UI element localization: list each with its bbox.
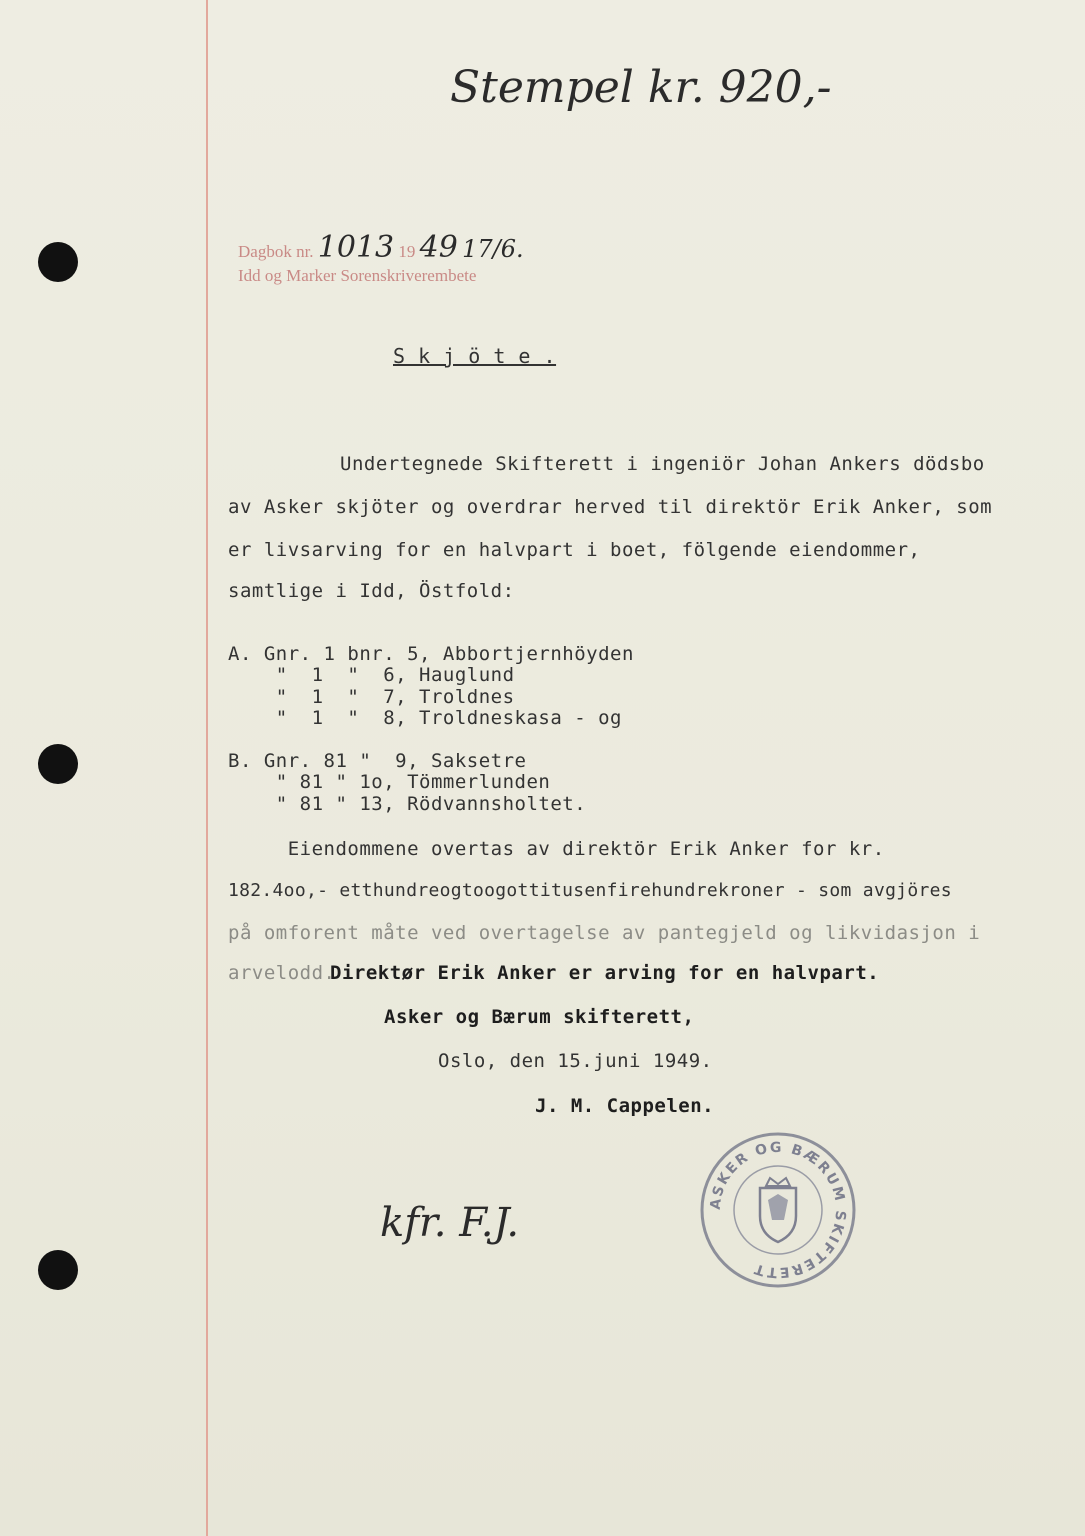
- court-name: Asker og Bærum skifterett,: [384, 1006, 695, 1028]
- dagbok-number: 1013: [317, 230, 395, 265]
- court-seal: [698, 1130, 858, 1290]
- margin-line: [206, 0, 208, 1536]
- heir-sentence: Direktør Erik Anker er arving for en halvpart.: [330, 962, 880, 984]
- intro-line-2: av Asker skjöter og overdrar herved til direktör Erik Anker, som: [228, 496, 993, 518]
- payment-line-4: arvelodd.: [228, 962, 336, 984]
- property-a-1: A. Gnr. 1 bnr. 5, Abbortjernhöyden: [228, 643, 634, 665]
- intro-line-4: samtlige i Idd, Östfold:: [228, 580, 515, 602]
- seal-text: ASKER OG BÆRUM SKIFTERETT: [707, 1139, 849, 1281]
- stamp-fee-note: Stempel kr. 920,-: [450, 62, 832, 113]
- punch-hole-bottom: [38, 1250, 78, 1290]
- document-title: S k j ö t e .: [393, 344, 557, 368]
- dagbok-office: Idd og Marker Sorenskriverembete: [238, 266, 477, 285]
- property-a-4: " 1 " 8, Troldneskasa - og: [228, 707, 622, 729]
- punch-hole-middle: [38, 744, 78, 784]
- copy-note: kfr. F.J.: [380, 1200, 520, 1246]
- property-b-2: " 81 " 1o, Tömmerlunden: [228, 771, 551, 793]
- payment-line-3: på omforent måte ved overtagelse av pantegjeld og likvidasjon i: [228, 922, 981, 944]
- property-a-2: " 1 " 6, Hauglund: [228, 664, 515, 686]
- lion-icon: [768, 1194, 788, 1220]
- payment-line-2: 182.4oo,- etthundreogtoogottitusenfirehundrekroner - som avgjöres: [228, 880, 952, 901]
- dagbok-year: 49: [419, 230, 458, 265]
- property-a-3: " 1 " 7, Troldnes: [228, 686, 515, 708]
- punch-hole-top: [38, 242, 78, 282]
- property-b-1: B. Gnr. 81 " 9, Saksetre: [228, 750, 527, 772]
- crown-icon: [766, 1178, 790, 1186]
- dagbok-date: 17/6.: [462, 235, 524, 263]
- dagbok-stamp: [238, 230, 524, 265]
- signatory: J. M. Cappelen.: [535, 1095, 715, 1117]
- intro-line-3: er livsarving for en halvpart i boet, fölgende eiendommer,: [228, 539, 921, 561]
- intro-line-1: Undertegnede Skifterett i ingeniör Johan Ankers dödsbo: [340, 453, 985, 475]
- place-date: Oslo, den 15.juni 1949.: [438, 1050, 713, 1072]
- dagbok-year-prefix: 19: [398, 242, 416, 261]
- property-b-3: " 81 " 13, Rödvannsholtet.: [228, 793, 587, 815]
- dagbok-label: Dagbok nr.: [238, 242, 314, 261]
- payment-line-1: Eiendommene overtas av direktör Erik Anker for kr.: [228, 838, 885, 860]
